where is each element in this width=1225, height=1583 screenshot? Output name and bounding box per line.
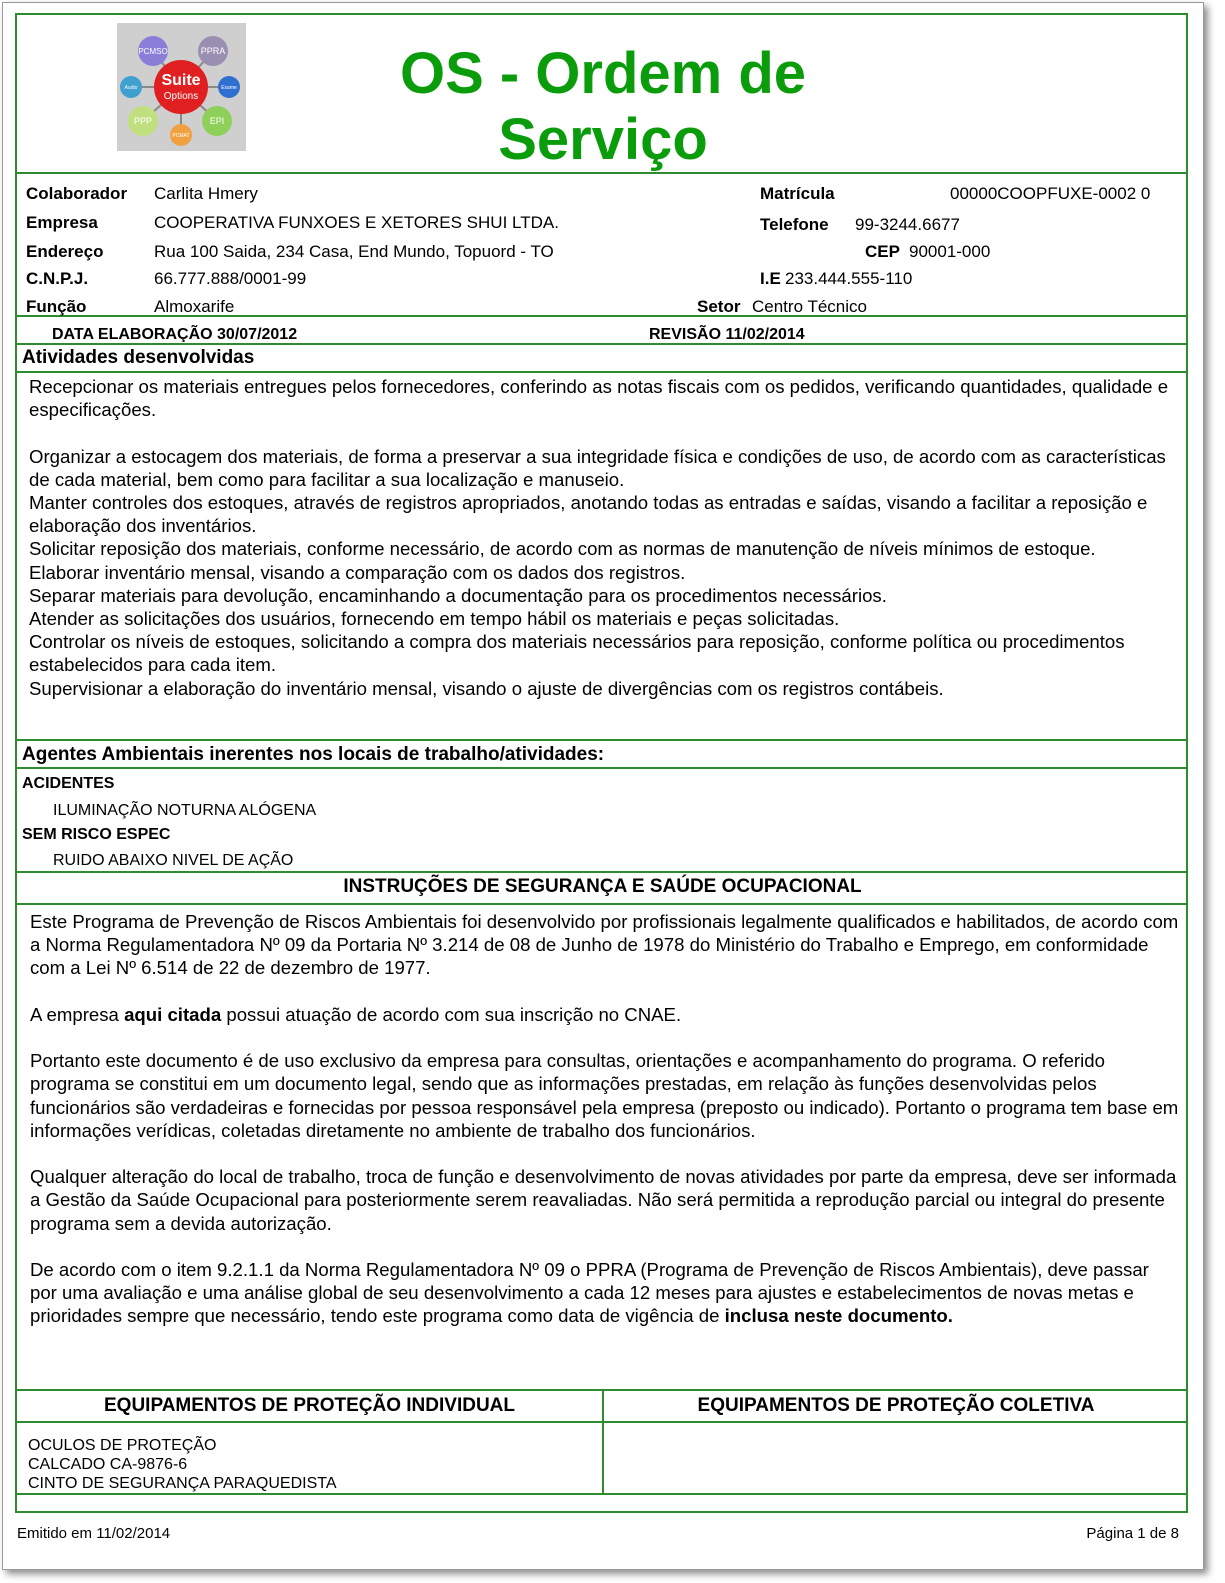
- logo-chip-ppra: PPRA: [200, 46, 226, 56]
- data-elaboracao: DATA ELABORAÇÃO 30/07/2012: [52, 326, 298, 342]
- ie-value: 233.444.555-110: [785, 269, 913, 288]
- ie-label: I.E: [760, 269, 781, 288]
- empresa-label: Empresa: [26, 213, 98, 232]
- activity-paragraph: Supervisionar a elaboração do inventário mensal, visando o ajuste de divergências com os registros contábeis.: [29, 677, 944, 699]
- activity-paragraph: Elaborar inventário mensal, visando a comparação com os dados dos registros.: [29, 561, 686, 583]
- divider-agents-title: [15, 767, 1188, 769]
- instructions-title: INSTRUÇÕES DE SEGURANÇA E SAÚDE OCUPACIONAL: [343, 876, 862, 897]
- emitido-em: Emitido em 11/02/2014: [17, 1525, 171, 1542]
- agent-item: ILUMINAÇÃO NOTURNA ALÓGENA: [53, 802, 317, 819]
- instruction-paragraph: Qualquer alteração do local de trabalho, troca de função e desenvolvimento de novas atividades por parte da empresa, deve ser informada a Gestão da Saúde Ocupacional para posteriormente serem reavaliadas. Não será permitida a reprodução parcial ou integral do presente programa sem a devida autorização.: [30, 1166, 1177, 1234]
- data-revisao: REVISÃO 11/02/2014: [649, 326, 805, 342]
- instruction-text: possui atuação de acordo com sua inscrição no CNAE.: [221, 1003, 682, 1025]
- cep-label: CEP: [865, 242, 900, 261]
- matricula-value: 00000COOPFUXE-0002 0: [950, 184, 1151, 203]
- logo-chip-audio: Audio: [124, 85, 138, 91]
- matricula-label: Matrícula: [760, 184, 835, 203]
- divider-agents: [15, 871, 1188, 873]
- setor-value: Centro Técnico: [752, 297, 867, 316]
- logo-chip-pcmat: PCMAT: [172, 133, 190, 139]
- activity-paragraph: Recepcionar os materiais entregues pelos fornecedores, conferindo as notas fiscais com os pedidos, verificando quantidades, qualidade e especificações.: [29, 376, 1169, 421]
- activity-paragraph: Separar materiais para devolução, encaminhando a documentação para os procedimentos necessários.: [29, 584, 887, 606]
- cnpj-value: 66.777.888/0001-99: [154, 269, 307, 288]
- colaborador-value: Carlita Hmery: [154, 184, 258, 203]
- logo-chip-pcmso: PCMSO: [138, 47, 168, 56]
- epi-title: EQUIPAMENTOS DE PROTEÇÃO INDIVIDUAL: [104, 1395, 515, 1416]
- activity-paragraph: Atender as solicitações dos usuários, fornecendo em tempo hábil os materiais e peças solicitadas.: [29, 608, 840, 630]
- telefone-label: Telefone: [760, 215, 829, 234]
- funcao-label: Função: [26, 297, 87, 316]
- activity-paragraph: Manter controles dos estoques, através de registros apropriados, anotando todas as entradas e saídas, visando a facilitar a reposição e elaboração dos inventários.: [29, 492, 1148, 537]
- cnpj-label: C.N.P.J.: [26, 269, 89, 288]
- cep-value: 90001-000: [909, 242, 991, 261]
- divider-dates: [15, 343, 1188, 345]
- logo-center-line2: Options: [163, 91, 199, 102]
- divider-activities-title: [15, 371, 1188, 373]
- agent-item: RUIDO ABAIXO NIVEL DE AÇÃO: [53, 852, 294, 869]
- instruction-paragraph: Este Programa de Prevenção de Riscos Ambientais foi desenvolvido por profissionais legalmente qualificados e habilitados, de acordo com a Norma Regulamentadora Nº 09 da Portaria Nº 3.214 de 08 de Junho de 1978 do Ministério do Trabalho e Emprego, em conformidade com a Lei Nº 6.514 de 22 de dezembro de 1977.: [30, 911, 1179, 979]
- epc-title: EQUIPAMENTOS DE PROTEÇÃO COLETIVA: [697, 1395, 1095, 1416]
- funcao-value: Almoxarife: [154, 297, 235, 316]
- agent-category-sem-risco: SEM RISCO ESPEC: [22, 826, 171, 843]
- activities-text: [29, 375, 1177, 700]
- page-title: OS - Ordem de Serviço: [399, 41, 807, 172]
- dates-row: [17, 318, 1185, 342]
- instruction-text: A empresa: [30, 1003, 125, 1025]
- logo-chip-exame: Exame: [221, 85, 237, 91]
- instruction-paragraph: Portanto este documento é de uso exclusivo da empresa para consultas, orientações e acompanhamento do programa. O referido programa se constitui em um documento legal, sendo que as informações prestadas, em relação às funções desenvolvidas pelos funcionários são verdadeiras e fornecidas por pessoa responsável pela empresa (preposto ou indicado). Portanto o programa tem base em informações verídicas, coletadas diretamente no ambiente de trabalho dos funcionários.: [30, 1050, 1179, 1141]
- agents-title: Agentes Ambientais inerentes nos locais de trabalho/atividades:: [22, 744, 605, 765]
- activity-paragraph: Solicitar reposição dos materiais, conforme necessário, de acordo com as normas de manutenção de níveis mínimos de estoque.: [29, 538, 1096, 560]
- divider-activities: [15, 739, 1188, 741]
- agent-category-acidentes: ACIDENTES: [22, 775, 115, 792]
- endereco-value: Rua 100 Saida, 234 Casa, End Mundo, Topuord - TO: [154, 242, 554, 261]
- epi-item: CINTO DE SEGURANÇA PARAQUEDISTA: [28, 1475, 337, 1492]
- page-number: Página 1 de 8: [1086, 1525, 1179, 1542]
- document-page: [2, 2, 1204, 1570]
- setor-label: Setor: [697, 297, 741, 316]
- instruction-bold-text: inclusa neste documento.: [724, 1305, 953, 1327]
- epi-item: OCULOS DE PROTEÇÃO: [28, 1437, 217, 1454]
- divider-instructions-title: [15, 903, 1188, 905]
- activity-paragraph: Organizar a estocagem dos materiais, de forma a preservar a sua integridade física e condições de uso, de acordo com as características de cada material, bem como para facilitar a sua localização e manuseio.: [29, 445, 1166, 490]
- colaborador-label: Colaborador: [26, 184, 128, 203]
- logo-chip-epi: EPI: [209, 116, 225, 126]
- epi-item: CALCADO CA-9876-6: [28, 1456, 188, 1473]
- endereco-label: Endereço: [26, 242, 104, 261]
- epi-list: [28, 1436, 337, 1493]
- activity-paragraph: Controlar os níveis de estoques, solicitando a compra dos materiais necessários para reposição, conforme política ou procedimentos estabelecidos para cada item.: [29, 631, 1125, 676]
- telefone-value: 99-3244.6677: [855, 215, 960, 234]
- instruction-paragraph: [30, 1003, 1180, 1026]
- instruction-bold-text: aqui citada: [124, 1003, 222, 1025]
- logo-chip-ppp: PPP: [133, 116, 153, 126]
- divider-header: [15, 172, 1188, 174]
- logo-center-line1: Suite: [161, 72, 201, 89]
- empresa-value: COOPERATIVA FUNXOES E XETORES SHUI LTDA.: [154, 213, 559, 232]
- instruction-paragraph: [30, 1258, 1180, 1328]
- instruction-text: De acordo com o item 9.2.1.1 da Norma Regulamentadora Nº 09 o PPRA (Programa de Prevenção de Riscos Ambientais), deve passar por uma avaliação e uma análise global de seu desenvolvimento a cada 12 meses para ajustes e estabelecimentos de novas metas e prioridades sempre que necessário, tendo este programa como data de vigência de: [30, 1258, 1149, 1327]
- instructions-text: [30, 910, 1180, 1328]
- activities-title: Atividades desenvolvidas: [22, 347, 255, 368]
